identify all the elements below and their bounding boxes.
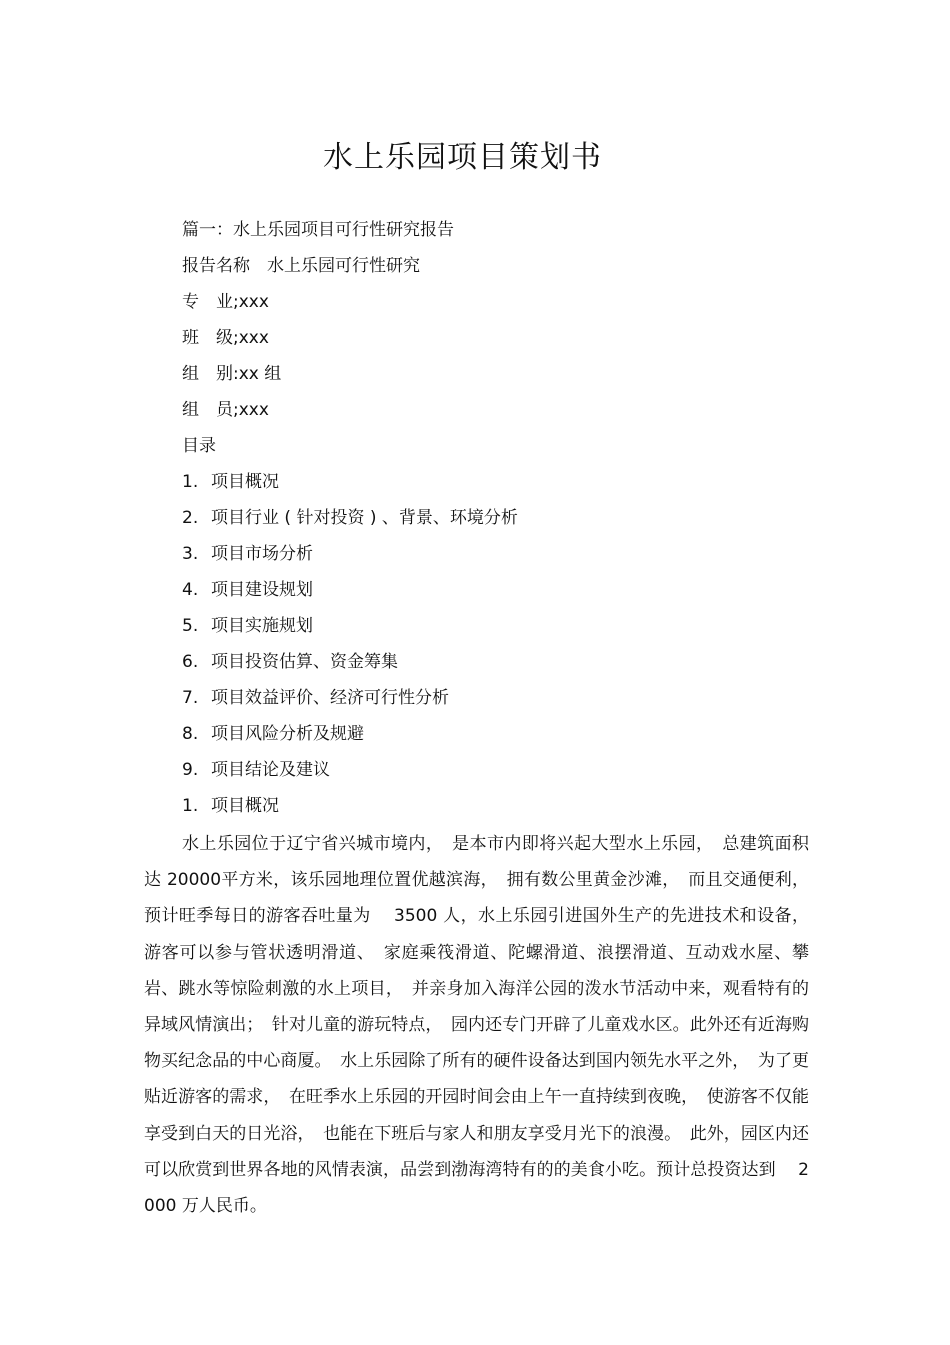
- toc-item-number: 8.: [182, 724, 199, 744]
- toc-item-text: 项目实施规划: [211, 616, 313, 636]
- members-field: 组 员;xxx: [182, 400, 269, 420]
- toc-item-text: 项目效益评价、经济可行性分析: [211, 688, 449, 708]
- toc-item-number: 7.: [182, 688, 199, 708]
- toc-item-number: 6.: [182, 652, 199, 672]
- major-field: 专 业;xxx: [182, 292, 269, 312]
- body-paragraph: 水上乐园位于辽宁省兴城市境内， 是本市内即将兴起大型水上乐园， 总建筑面积达 20000平方米，该乐园地理位置优越滨海， 拥有数公里黄金沙滩， 而且交通便利，预计旺季每日的游客吞吐量为 3500 人，水上乐园引进国外生产的先进技术和设备，游客可以参与管状透明滑道、 家庭乘筏滑道、陀螺滑道、浪摆滑道、互动戏水屋、攀岩、跳水等惊险刺激的水上项目， 并亲身加入海洋公园的泼水节活动中来，观看特有的异域风情演出； 针对儿童的游玩特点， 园内还专门开辟了儿童戏水区。此外还有近海购物买纪念品的中心商厦。 水上乐园除了所有的硬件设备达到国内领先水平之外， 为了更贴近游客的需求， 在旺季水上乐园的开园时间会由上午一直持续到夜晚， 使游客不仅能享受到白天的日光浴， 也能在下班后与家人和朋友享受月光下的浪漫。 此外，园区内还可以欣赏到世界各地的风情表演，品尝到渤海湾特有的的美食小吃。预计总投资达到 2000 万人民币。: [144, 834, 809, 1217]
- document-header-block: [182, 216, 518, 828]
- class-field: 班 级;xxx: [182, 328, 269, 348]
- toc-item-text: 项目行业 ( 针对投资 ) 、背景、环境分析: [211, 508, 518, 528]
- report-name: 报告名称 水上乐园可行性研究: [182, 256, 420, 276]
- toc-item: [182, 684, 518, 720]
- toc-item-number: 1.: [182, 472, 199, 492]
- group-field: 组 别:xx 组: [182, 364, 282, 384]
- toc-item: [182, 648, 518, 684]
- toc-item: [182, 540, 518, 576]
- toc-item-number: 2.: [182, 508, 199, 528]
- toc-item: [182, 504, 518, 540]
- toc-item-number: 3.: [182, 544, 199, 564]
- toc-item-number: 5.: [182, 616, 199, 636]
- toc-item: [182, 612, 518, 648]
- section-number: 1.: [182, 796, 199, 816]
- page-title: 水上乐园项目策划书: [323, 140, 602, 175]
- toc-item: [182, 468, 518, 504]
- toc-item-text: 项目投资估算、资金筹集: [211, 652, 398, 672]
- toc-item-text: 项目市场分析: [211, 544, 313, 564]
- toc-item-text: 项目风险分析及规避: [211, 724, 364, 744]
- toc-item: [182, 576, 518, 612]
- section-title: 项目概况: [211, 796, 279, 816]
- toc-item-text: 项目建设规划: [211, 580, 313, 600]
- section-heading: [182, 792, 518, 828]
- toc-item: [182, 720, 518, 756]
- toc-item-text: 项目概况: [211, 472, 279, 492]
- toc-item-text: 项目结论及建议: [211, 760, 330, 780]
- chapter-heading: 篇一：水上乐园项目可行性研究报告: [182, 220, 454, 240]
- toc-item-number: 4.: [182, 580, 199, 600]
- toc-item: [182, 756, 518, 792]
- toc-heading: 目录: [182, 436, 216, 456]
- toc-item-number: 9.: [182, 760, 199, 780]
